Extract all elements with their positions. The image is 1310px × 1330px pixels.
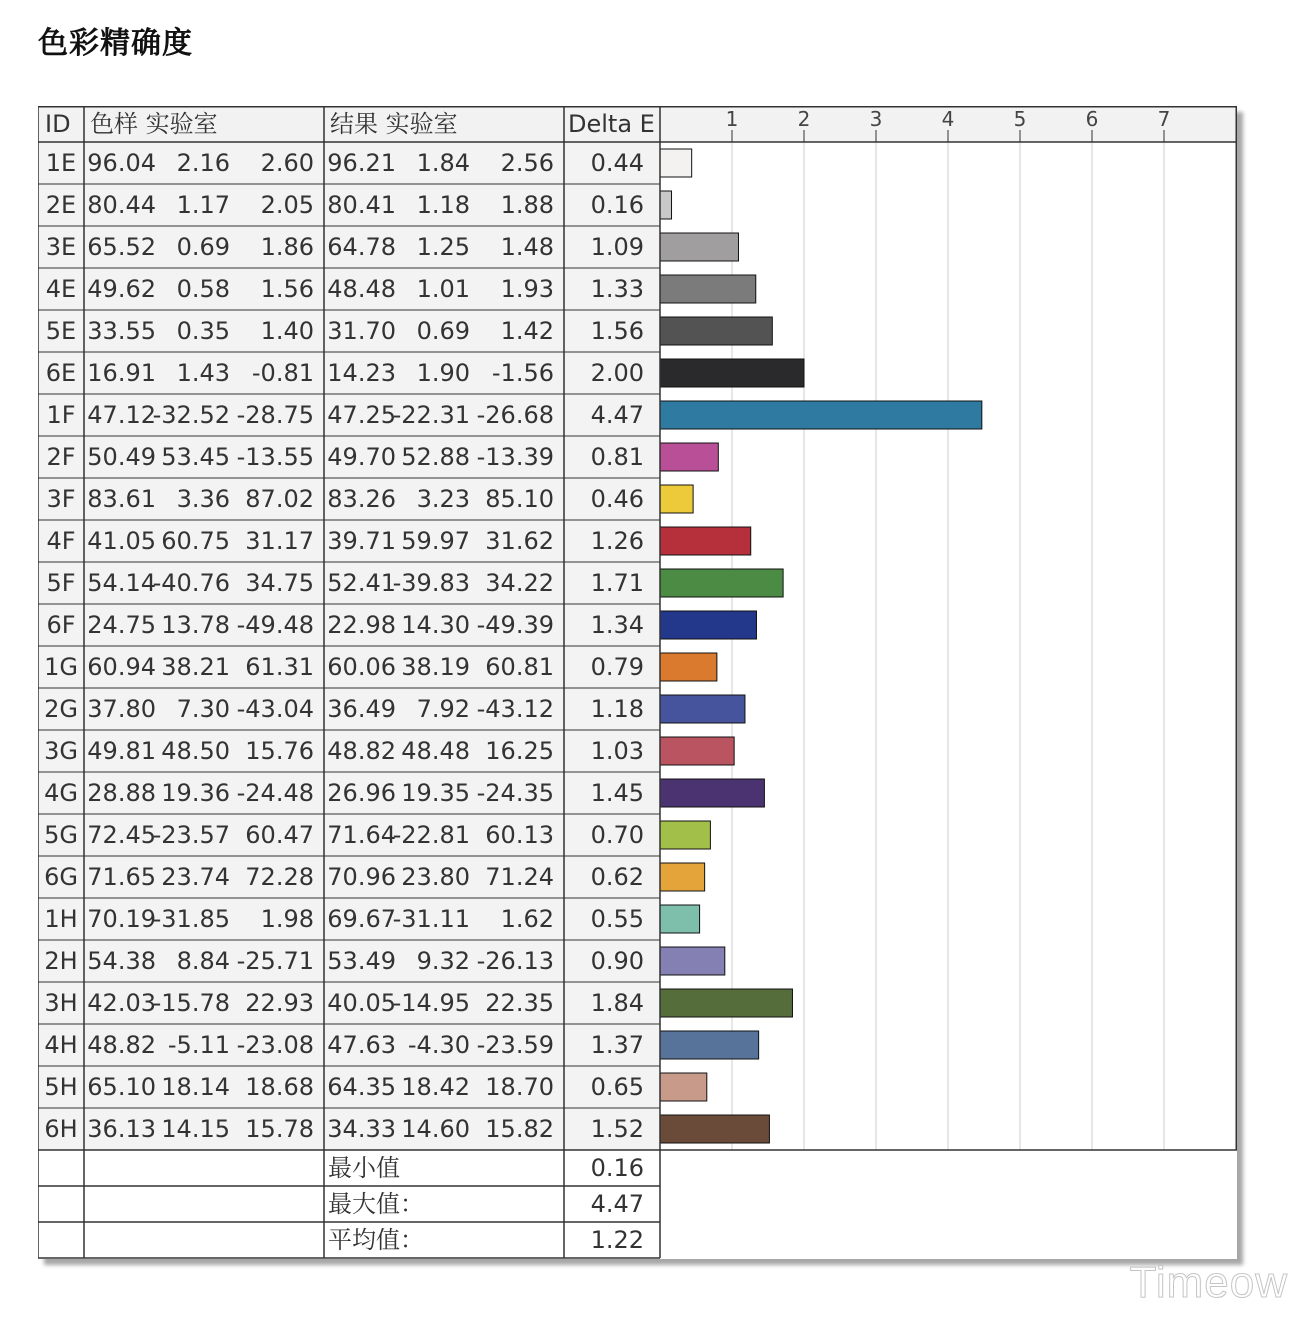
result-lab-2H-0: 53.49 <box>327 947 396 975</box>
result-lab-5G-2: 60.13 <box>485 821 554 849</box>
sample-lab-1E-0: 96.04 <box>87 149 156 177</box>
row-id-5E: 5E <box>45 317 77 345</box>
sample-lab-3E-0: 65.52 <box>87 233 156 261</box>
header-sample-lab: 色样 实验室 <box>90 110 218 138</box>
color-accuracy-report <box>38 106 1237 1259</box>
sample-lab-3F-0: 83.61 <box>87 485 156 513</box>
sample-lab-2E-0: 80.44 <box>87 191 156 219</box>
sample-lab-5G-0: 72.45 <box>87 821 156 849</box>
sample-lab-5G-2: 60.47 <box>245 821 314 849</box>
delta-e-5H: 0.65 <box>590 1073 644 1101</box>
sample-lab-6H-2: 15.78 <box>245 1115 314 1143</box>
result-lab-4G-1: 19.35 <box>401 779 470 807</box>
result-lab-3G-2: 16.25 <box>485 737 554 765</box>
result-lab-6G-1: 23.80 <box>401 863 470 891</box>
sample-lab-2F-0: 50.49 <box>87 443 156 471</box>
sample-lab-4H-2: -23.08 <box>236 1031 314 1059</box>
result-lab-4F-1: 59.97 <box>401 527 470 555</box>
sample-lab-4G-2: -24.48 <box>236 779 314 807</box>
tick-label-3: 3 <box>869 107 883 131</box>
result-lab-2F-0: 49.70 <box>327 443 396 471</box>
sample-lab-1F-0: 47.12 <box>87 401 156 429</box>
result-lab-2F-1: 52.88 <box>401 443 470 471</box>
sample-lab-3H-1: -15.78 <box>152 989 230 1017</box>
bar-4F <box>660 527 751 555</box>
result-lab-6G-2: 71.24 <box>485 863 554 891</box>
sample-lab-1G-1: 38.21 <box>161 653 230 681</box>
row-id-4H: 4H <box>44 1031 78 1059</box>
row-id-5G: 5G <box>44 821 78 849</box>
sample-lab-1F-2: -28.75 <box>236 401 314 429</box>
row-id-5H: 5H <box>44 1073 78 1101</box>
row-id-1F: 1F <box>46 401 76 429</box>
result-lab-1G-2: 60.81 <box>485 653 554 681</box>
row-id-1E: 1E <box>45 149 77 177</box>
result-lab-3F-0: 83.26 <box>327 485 396 513</box>
result-lab-2G-0: 36.49 <box>327 695 396 723</box>
result-lab-4H-2: -23.59 <box>476 1031 554 1059</box>
result-lab-1G-0: 60.06 <box>327 653 396 681</box>
bar-6H <box>660 1115 769 1143</box>
result-lab-5E-0: 31.70 <box>327 317 396 345</box>
sample-lab-6E-0: 16.91 <box>87 359 156 387</box>
result-lab-3F-2: 85.10 <box>485 485 554 513</box>
result-lab-4G-0: 26.96 <box>327 779 396 807</box>
header-id: ID <box>45 110 71 138</box>
sample-lab-6H-0: 36.13 <box>87 1115 156 1143</box>
result-lab-6H-2: 15.82 <box>485 1115 554 1143</box>
row-id-3H: 3H <box>44 989 78 1017</box>
sample-lab-1F-1: -32.52 <box>152 401 230 429</box>
delta-e-2H: 0.90 <box>590 947 644 975</box>
sample-lab-4E-1: 0.58 <box>176 275 230 303</box>
bar-6F <box>660 611 756 639</box>
delta-e-6G: 0.62 <box>590 863 644 891</box>
bar-5E <box>660 317 772 345</box>
result-lab-4E-2: 1.93 <box>500 275 554 303</box>
delta-e-4H: 1.37 <box>590 1031 644 1059</box>
sample-lab-6E-2: -0.81 <box>251 359 314 387</box>
sample-lab-1H-2: 1.98 <box>260 905 314 933</box>
result-lab-2H-1: 9.32 <box>416 947 470 975</box>
delta-e-6F: 1.34 <box>590 611 644 639</box>
delta-e-1H: 0.55 <box>590 905 644 933</box>
sample-lab-1E-2: 2.60 <box>260 149 314 177</box>
sample-lab-1H-1: -31.85 <box>152 905 230 933</box>
result-lab-3H-1: -14.95 <box>392 989 470 1017</box>
result-lab-2G-2: -43.12 <box>476 695 554 723</box>
tick-label-4: 4 <box>941 107 955 131</box>
sample-lab-5F-2: 34.75 <box>245 569 314 597</box>
report-table-and-chart <box>38 106 1237 1259</box>
bar-1G <box>660 653 717 681</box>
sample-lab-6G-0: 71.65 <box>87 863 156 891</box>
result-lab-4E-0: 48.48 <box>327 275 396 303</box>
sample-lab-3H-2: 22.93 <box>245 989 314 1017</box>
row-id-6E: 6E <box>45 359 77 387</box>
sample-lab-1G-2: 61.31 <box>245 653 314 681</box>
sample-lab-4G-1: 19.36 <box>161 779 230 807</box>
result-lab-4F-2: 31.62 <box>485 527 554 555</box>
row-id-2F: 2F <box>46 443 76 471</box>
sample-lab-2F-1: 53.45 <box>161 443 230 471</box>
result-lab-3E-2: 1.48 <box>500 233 554 261</box>
result-lab-6F-1: 14.30 <box>401 611 470 639</box>
sample-lab-1H-0: 70.19 <box>87 905 156 933</box>
result-lab-3H-2: 22.35 <box>485 989 554 1017</box>
bar-1H <box>660 905 700 933</box>
bar-3G <box>660 737 734 765</box>
delta-e-3G: 1.03 <box>590 737 644 765</box>
tick-label-7: 7 <box>1157 107 1171 131</box>
delta-e-2F: 0.81 <box>590 443 644 471</box>
delta-e-1E: 0.44 <box>590 149 644 177</box>
sample-lab-3H-0: 42.03 <box>87 989 156 1017</box>
bar-3F <box>660 485 693 513</box>
delta-e-3H: 1.84 <box>590 989 644 1017</box>
bar-4H <box>660 1031 759 1059</box>
delta-e-6E: 2.00 <box>590 359 644 387</box>
sample-lab-4F-2: 31.17 <box>245 527 314 555</box>
sample-lab-2G-0: 37.80 <box>87 695 156 723</box>
sample-lab-3G-1: 48.50 <box>161 737 230 765</box>
sample-lab-6G-2: 72.28 <box>245 863 314 891</box>
result-lab-1E-2: 2.56 <box>500 149 554 177</box>
sample-lab-6F-0: 24.75 <box>87 611 156 639</box>
delta-e-2G: 1.18 <box>590 695 644 723</box>
sample-lab-4F-1: 60.75 <box>161 527 230 555</box>
result-lab-3G-0: 48.82 <box>327 737 396 765</box>
result-lab-5G-1: -22.81 <box>392 821 470 849</box>
sample-lab-2F-2: -13.55 <box>236 443 314 471</box>
result-lab-5H-1: 18.42 <box>401 1073 470 1101</box>
tick-label-5: 5 <box>1013 107 1027 131</box>
delta-e-2E: 0.16 <box>590 191 644 219</box>
tick-label-1: 1 <box>725 107 739 131</box>
delta-e-1F: 4.47 <box>590 401 644 429</box>
sample-lab-2H-2: -25.71 <box>236 947 314 975</box>
sample-lab-1G-0: 60.94 <box>87 653 156 681</box>
result-lab-2E-0: 80.41 <box>327 191 396 219</box>
result-lab-5F-0: 52.41 <box>327 569 396 597</box>
sample-lab-2H-1: 8.84 <box>176 947 230 975</box>
delta-e-1G: 0.79 <box>590 653 644 681</box>
row-id-2G: 2G <box>44 695 78 723</box>
sample-lab-5H-0: 65.10 <box>87 1073 156 1101</box>
result-lab-1F-0: 47.25 <box>327 401 396 429</box>
sample-lab-2G-1: 7.30 <box>176 695 230 723</box>
sample-lab-2H-0: 54.38 <box>87 947 156 975</box>
result-lab-6H-1: 14.60 <box>401 1115 470 1143</box>
result-lab-1G-1: 38.19 <box>401 653 470 681</box>
sample-lab-3E-1: 0.69 <box>176 233 230 261</box>
row-id-4E: 4E <box>45 275 77 303</box>
sample-lab-5H-1: 18.14 <box>161 1073 230 1101</box>
sample-lab-6E-1: 1.43 <box>176 359 230 387</box>
sample-lab-3F-1: 3.36 <box>176 485 230 513</box>
sample-lab-5E-0: 33.55 <box>87 317 156 345</box>
bar-6E <box>660 359 804 387</box>
sample-lab-5E-2: 1.40 <box>260 317 314 345</box>
tick-label-2: 2 <box>797 107 811 131</box>
sample-lab-3G-0: 49.81 <box>87 737 156 765</box>
result-lab-1H-1: -31.11 <box>392 905 470 933</box>
result-lab-5E-1: 0.69 <box>416 317 470 345</box>
summary-value-2: 1.22 <box>590 1226 644 1254</box>
sample-lab-4H-1: -5.11 <box>167 1031 230 1059</box>
result-lab-5H-2: 18.70 <box>485 1073 554 1101</box>
result-lab-2E-2: 1.88 <box>500 191 554 219</box>
row-id-1H: 1H <box>44 905 78 933</box>
sample-lab-3F-2: 87.02 <box>245 485 314 513</box>
delta-e-4F: 1.26 <box>590 527 644 555</box>
result-lab-2F-2: -13.39 <box>476 443 554 471</box>
sample-lab-3E-2: 1.86 <box>260 233 314 261</box>
result-lab-3H-0: 40.05 <box>327 989 396 1017</box>
summary-label-2: 平均值： <box>328 1226 424 1254</box>
sample-lab-5E-1: 0.35 <box>176 317 230 345</box>
result-lab-6F-0: 22.98 <box>327 611 396 639</box>
row-id-6G: 6G <box>44 863 78 891</box>
result-lab-6F-2: -49.39 <box>476 611 554 639</box>
result-lab-4H-0: 47.63 <box>327 1031 396 1059</box>
sample-lab-6G-1: 23.74 <box>161 863 230 891</box>
result-lab-3E-1: 1.25 <box>416 233 470 261</box>
bar-5F <box>660 569 783 597</box>
row-id-4G: 4G <box>44 779 78 807</box>
sample-lab-4G-0: 28.88 <box>87 779 156 807</box>
result-lab-6E-0: 14.23 <box>327 359 396 387</box>
row-id-5F: 5F <box>46 569 76 597</box>
row-id-3G: 3G <box>44 737 78 765</box>
delta-e-3F: 0.46 <box>590 485 644 513</box>
result-lab-1H-0: 69.67 <box>327 905 396 933</box>
row-id-2E: 2E <box>45 191 77 219</box>
result-lab-3G-1: 48.48 <box>401 737 470 765</box>
result-lab-5G-0: 71.64 <box>327 821 396 849</box>
delta-e-5E: 1.56 <box>590 317 644 345</box>
header-result-lab: 结果 实验室 <box>330 110 458 138</box>
row-id-6F: 6F <box>46 611 76 639</box>
bar-2G <box>660 695 745 723</box>
result-lab-5H-0: 64.35 <box>327 1073 396 1101</box>
result-lab-2E-1: 1.18 <box>416 191 470 219</box>
sample-lab-4H-0: 48.82 <box>87 1031 156 1059</box>
bar-4G <box>660 779 764 807</box>
bar-3H <box>660 989 792 1017</box>
result-lab-1F-1: -22.31 <box>392 401 470 429</box>
result-lab-6E-2: -1.56 <box>491 359 554 387</box>
sample-lab-4E-0: 49.62 <box>87 275 156 303</box>
result-lab-1E-1: 1.84 <box>416 149 470 177</box>
result-lab-4G-2: -24.35 <box>476 779 554 807</box>
delta-e-5F: 1.71 <box>590 569 644 597</box>
row-id-3F: 3F <box>46 485 76 513</box>
result-lab-4H-1: -4.30 <box>407 1031 470 1059</box>
delta-e-4G: 1.45 <box>590 779 644 807</box>
bar-2H <box>660 947 725 975</box>
sample-lab-6F-1: 13.78 <box>161 611 230 639</box>
result-lab-1H-2: 1.62 <box>500 905 554 933</box>
sample-lab-5F-0: 54.14 <box>87 569 156 597</box>
result-lab-1E-0: 96.21 <box>327 149 396 177</box>
sample-lab-5F-1: -40.76 <box>152 569 230 597</box>
result-lab-6H-0: 34.33 <box>327 1115 396 1143</box>
result-lab-6G-0: 70.96 <box>327 863 396 891</box>
sample-lab-4F-0: 41.05 <box>87 527 156 555</box>
sample-lab-1E-1: 2.16 <box>176 149 230 177</box>
bar-5H <box>660 1073 707 1101</box>
result-lab-2G-1: 7.92 <box>416 695 470 723</box>
sample-lab-2E-1: 1.17 <box>176 191 230 219</box>
bar-1E <box>660 149 692 177</box>
watermark: Timeow <box>1129 1258 1288 1307</box>
bar-2F <box>660 443 718 471</box>
result-lab-2H-2: -26.13 <box>476 947 554 975</box>
result-lab-5E-2: 1.42 <box>500 317 554 345</box>
row-id-1G: 1G <box>44 653 78 681</box>
sample-lab-4E-2: 1.56 <box>260 275 314 303</box>
result-lab-5F-1: -39.83 <box>392 569 470 597</box>
bar-5G <box>660 821 710 849</box>
summary-label-0: 最小值 <box>328 1154 400 1182</box>
delta-e-6H: 1.52 <box>590 1115 644 1143</box>
result-lab-5F-2: 34.22 <box>485 569 554 597</box>
delta-e-4E: 1.33 <box>590 275 644 303</box>
result-lab-3E-0: 64.78 <box>327 233 396 261</box>
row-id-2H: 2H <box>44 947 78 975</box>
sample-lab-5G-1: -23.57 <box>152 821 230 849</box>
bar-2E <box>660 191 672 219</box>
result-lab-1F-2: -26.68 <box>476 401 554 429</box>
sample-lab-5H-2: 18.68 <box>245 1073 314 1101</box>
delta-e-3E: 1.09 <box>590 233 644 261</box>
bar-6G <box>660 863 705 891</box>
summary-label-1: 最大值： <box>328 1190 424 1218</box>
result-lab-4F-0: 39.71 <box>327 527 396 555</box>
result-lab-3F-1: 3.23 <box>416 485 470 513</box>
sample-lab-6H-1: 14.15 <box>161 1115 230 1143</box>
page-title: 色彩精确度 <box>38 26 193 61</box>
header-delta-e: Delta E <box>568 110 655 138</box>
sample-lab-2G-2: -43.04 <box>236 695 314 723</box>
summary-value-1: 4.47 <box>590 1190 644 1218</box>
row-id-4F: 4F <box>46 527 76 555</box>
row-id-3E: 3E <box>45 233 77 261</box>
bar-1F <box>660 401 982 429</box>
result-lab-4E-1: 1.01 <box>416 275 470 303</box>
row-id-6H: 6H <box>44 1115 78 1143</box>
tick-label-6: 6 <box>1085 107 1099 131</box>
sample-lab-6F-2: -49.48 <box>236 611 314 639</box>
sample-lab-3G-2: 15.76 <box>245 737 314 765</box>
bar-3E <box>660 233 738 261</box>
sample-lab-2E-2: 2.05 <box>260 191 314 219</box>
delta-e-5G: 0.70 <box>590 821 644 849</box>
result-lab-6E-1: 1.90 <box>416 359 470 387</box>
bar-4E <box>660 275 756 303</box>
summary-value-0: 0.16 <box>590 1154 644 1182</box>
